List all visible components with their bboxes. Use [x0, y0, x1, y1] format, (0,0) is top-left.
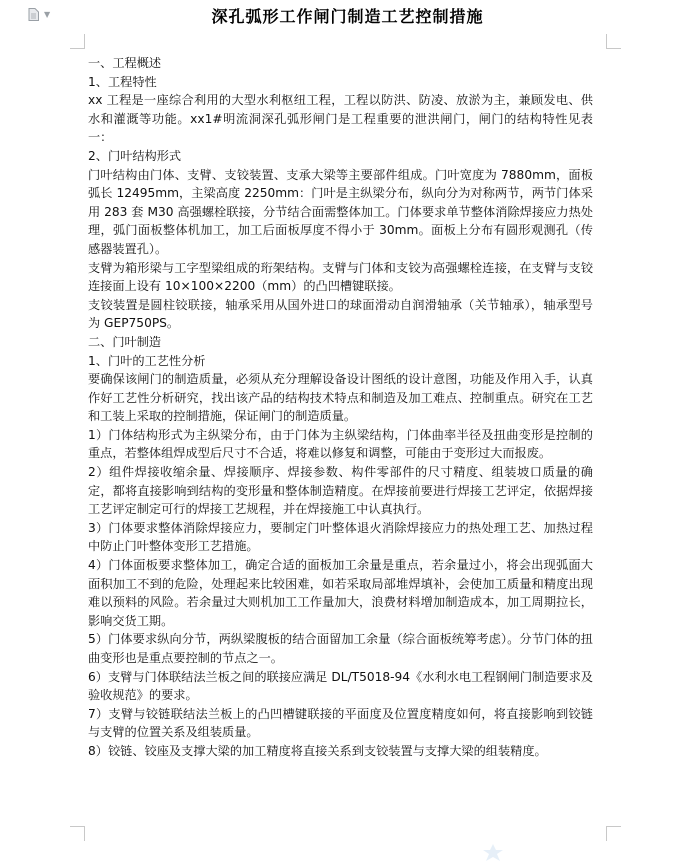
body-paragraph: xx 工程是一座综合利用的大型水利枢纽工程，工程以防洪、防凌、放淤为主，兼顾发电、供水和灌溉等功能。xx1#明流洞深孔弧形闸门是工程重要的泄洪闸门，闸门的结构特性见表一：	[88, 93, 593, 145]
subsection-heading: 1、工程特性	[88, 74, 157, 89]
list-item: 1）门体结构形式为主纵梁分布，由于门体为主纵梁结构，门体曲率半径及扭曲变形是控制的重点，若整体组焊成型后尺寸不合适，将难以修复和调整，可能由于变形过大而报废。	[88, 427, 593, 461]
list-item: 4）门体面板要求整体加工，确定合适的面板加工余量是重点，若余量过小，将会出现弧面大面积加工不到的危险，处理起来比较困难，如若采取局部堆焊填补，会使加工质量和精度出现难以预料的风险。若余量过大则机加工工作量加大，浪费材料增加制造成本，加工周期拉长，影响交货工期。	[88, 558, 593, 628]
watermark-logo-icon	[478, 842, 508, 864]
chevron-down-icon[interactable]: ▼	[44, 10, 51, 19]
list-item: 8）铰链、铰座及支撑大梁的加工精度将直接关系到支铰装置与支撑大梁的组装精度。	[88, 743, 547, 758]
section-heading: 一、工程概述	[88, 56, 162, 70]
body-paragraph: 支臂为箱形梁与工字型梁组成的珩架结构。支臂与门体和支铰为高强螺栓连接，在支臂与支铰连接面上设有 10×100×2200（mm）的凸凹槽键联接。	[88, 260, 593, 294]
page-margin-corner	[606, 826, 621, 841]
list-item: 3）门体要求整体消除焊接应力，要制定门叶整体退火消除焊接应力的热处理工艺、加热过程中防止门叶整体变形工艺措施。	[88, 520, 593, 554]
document-body	[88, 54, 593, 761]
page-title: 深孔弧形工作闸门制造工艺控制措施	[211, 7, 484, 26]
body-paragraph: 门叶结构由门体、支臂、支铰装置、支承大梁等主要部件组成。门叶宽度为 7880mm，面板弧长 12495mm，主梁高度 2250mm：门叶是主纵梁分布，纵向分为对称两节，两节门体采用 283 套 M30 高强螺栓联接，分节结合面需整体加工。门体要求单节整体消除焊接应力热处理，弧门面板整体机加工，加工后面板厚度不得小于 30mm。面板上分布有圆形观测孔（传感器装置孔）。	[88, 167, 593, 256]
subsection-heading: 2、门叶结构形式	[88, 148, 182, 163]
body-paragraph: 要确保该闸门的制造质量，必须从充分理解设备设计图纸的设计意图，功能及作用入手，认真作好工艺性分析研究，找出该产品的结构技术特点和制造及加工难点、控制重点。研究在工艺和工装上采取的控制措施，保证闸门的制造质量。	[88, 372, 593, 424]
page-margin-corner	[606, 34, 621, 49]
page-margin-corner	[70, 826, 85, 841]
list-item: 6）支臂与门体联结法兰板之间的联接应满足 DL/T5018-94《水利水电工程钢闸门制造要求及验收规范》的要求。	[88, 669, 593, 703]
subsection-heading: 1、门叶的工艺性分析	[88, 353, 206, 368]
body-paragraph: 支铰装置是圆柱铰联接，轴承采用从国外进口的球面滑动自润滑轴承（关节轴承），轴承型号为 GEP750PS。	[88, 297, 593, 331]
page-margin-corner	[70, 34, 85, 49]
list-item: 7）支臂与铰链联结法兰板上的凸凹槽键联接的平面度及位置度精度如何，将直接影响到铰链与支臂的位置关系及组装质量。	[88, 706, 593, 740]
list-item: 2）组件焊接收缩余量、焊接顺序、焊接参数、构件零部件的尺寸精度、组装坡口质量的确定，都将直接影响到结构的变形量和整体制造精度。在焊接前要进行焊接工艺评定，依据焊接工艺评定制定可行的焊接工艺规程，并在焊接施工中认真执行。	[88, 465, 593, 517]
list-item: 5）门体要求纵向分节，两纵梁腹板的结合面留加工余量（综合面板统筹考虑）。分节门体的扭曲变形也是重点要控制的节点之一。	[88, 632, 593, 665]
section-heading: 二、门叶制造	[88, 334, 162, 349]
